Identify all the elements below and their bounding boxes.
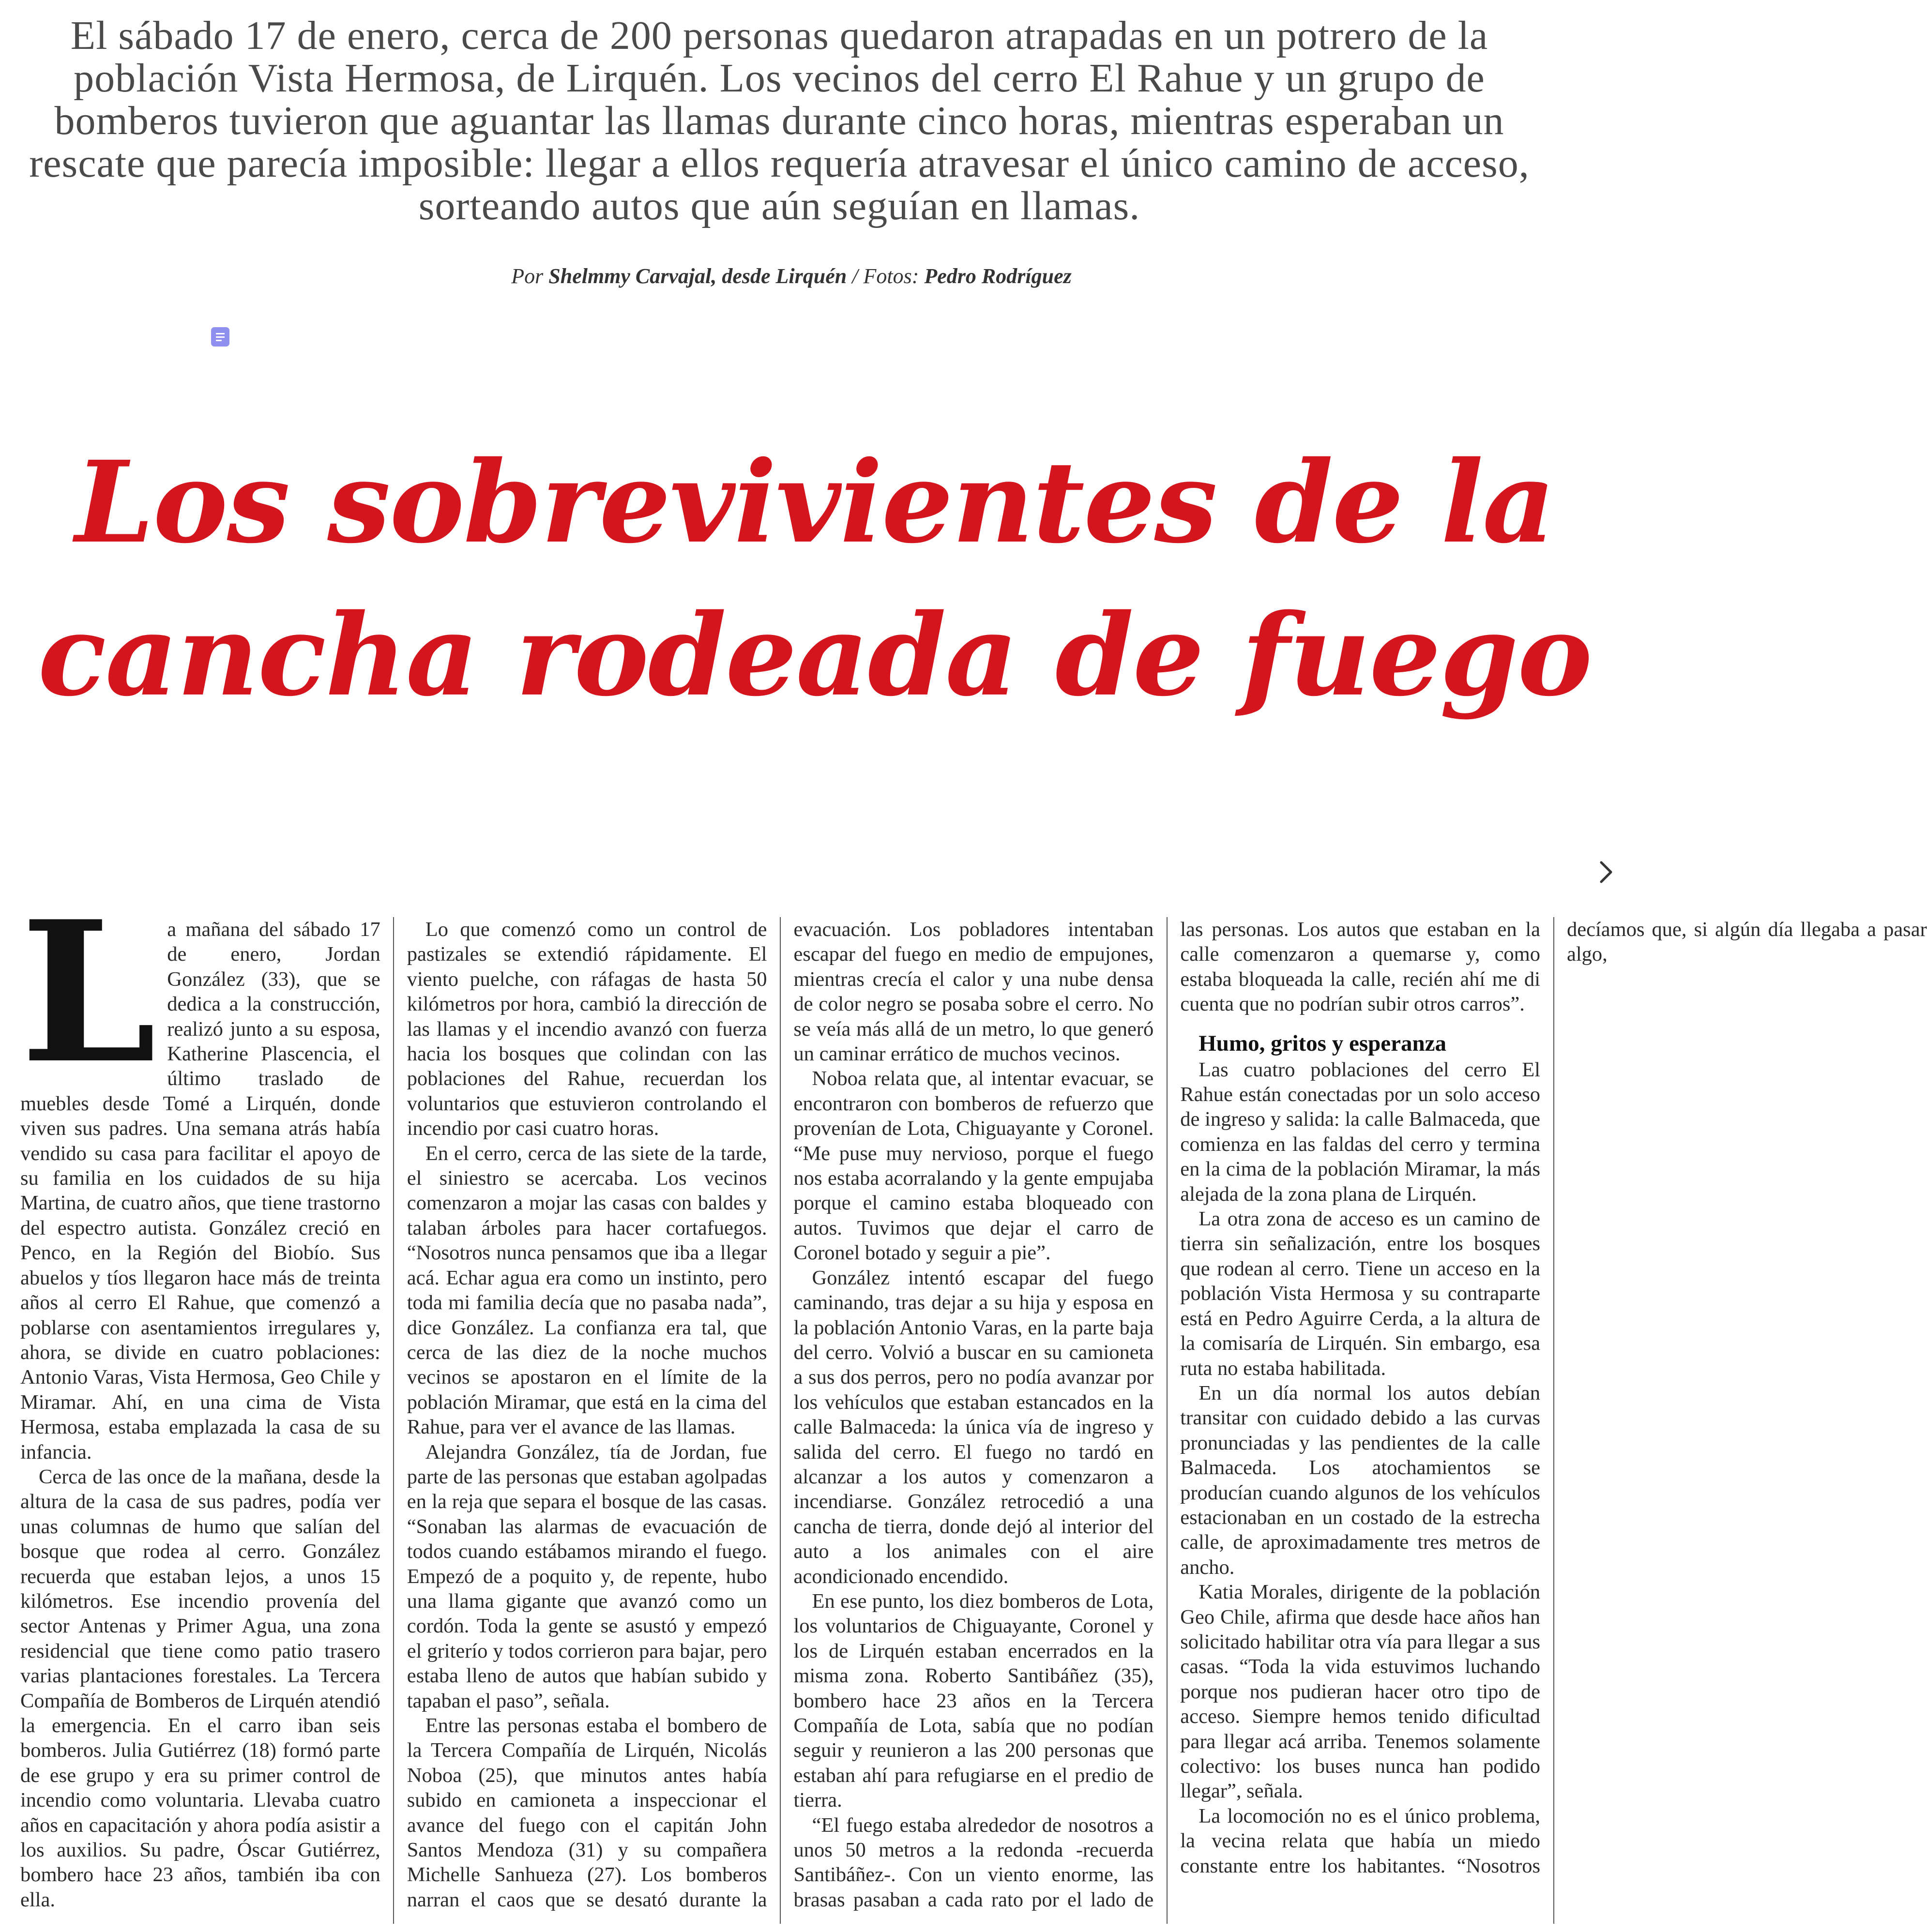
byline-photos-prefix: Fotos: bbox=[863, 264, 919, 288]
chevron-right-icon[interactable] bbox=[1595, 858, 1617, 887]
article-paragraph: Entre las personas estaba el bombero de la Tercera Compañía de Lirquén, Nicolás Noboa (25), que minutos antes había subido en camioneta a inspeccionar el avance del fuego con el capitán John Santos Mendoza (31) y su compañera Michelle Sanhueza (27). Los bomberos narran el caos que se desató durante la evacuación. Los pobladores intentaban escapar del fuego en medio de empujones, mientras crecía el calor y una nube densa de color negro se posaba sobre el cerro. No se veía más allá de un metro, lo que generó un caminar errático de muchos vecinos. bbox=[407, 918, 1154, 1911]
article-paragraph: González intentó escapar del fuego caminando, tras dejar a su hija y esposa en la población Antonio Varas, en la parte baja del cerro. Volvió a buscar en su camioneta a sus dos perros, pero no podía avanzar por los vehículos que estaban estancados en la calle Balmaceda: la única vía de ingreso y salida del cerro. El fuego no tardó en alcanzar a los autos y comenzaron a incendiarse. González retrocedió a una cancha de tierra, donde dejó al interior del auto a los animales con el aire acondicionado encendido. bbox=[793, 1266, 1154, 1588]
article-paragraph bbox=[20, 879, 380, 1464]
chevron-right-glyph bbox=[1595, 858, 1617, 887]
article-paragraph: En ese punto, los diez bomberos de Lota, los voluntarios de Chiguayante, Coronel y los de Lirquén estaban encerrados en la misma zona. Roberto Santibáñez (35), bombero hace 23 años en la Tercera Compañía de Lota, sabía que no podían seguir y reunieron a las 200 personas que estaban ahí para refugiarse en el predio de tierra. bbox=[793, 1589, 1154, 1812]
byline bbox=[0, 264, 1583, 288]
headline-line-2: cancha rodeada de fuego bbox=[38, 589, 1592, 721]
article-paragraph: Las cuatro poblaciones del cerro El Rahue están conectadas por un solo acceso de ingreso y salida: la calle Balmaceda, que comienza en las faldas del cerro y termina en la cima de la población Miramar, la más alejada de la zona plana de Lirquén. bbox=[1180, 1058, 1540, 1206]
article-paragraph: La locomoción no es el único problema, la vecina relata que había un miedo constante entre los habitantes. “Nosotros decíamos que, si algún día llegaba a pasar algo, bbox=[1180, 918, 1927, 1877]
byline-separator: / bbox=[847, 264, 864, 288]
byline-prefix: Por bbox=[511, 264, 544, 288]
article-paragraph: Cerca de las once de la mañana, desde la altura de la casa de sus padres, podía ver unas columnas de humo que salían del bosque que rodea al cerro. González recuerda que estaban lejos, a unos 15 kilómetros. Ese incendio provenía del sector Antenas y Primer Agua, una zona residencial que tiene como patio trasero varias plantaciones forestales. La Tercera Compañía de Bomberos de Lirquén atendió la emergencia. En el carro iban seis bomberos. Julia Gutiérrez (18) formó parte de ese grupo y era su primer control de incendio como voluntaria. Llevaba cuatro años en capacitación y ahora podía asistir a los auxilios. Su padre, Óscar Gutiérrez, bombero hace 23 años, también iba con ella. bbox=[20, 1465, 380, 1911]
article-paragraph: Lo que comenzó como un control de pastizales se extendió rápidamente. El viento puelche, con ráfagas de hasta 50 kilómetros por hora, cambió la dirección de las llamas y el incendio avanzó con fuerza hacia los bosques que colindan con las poblaciones del Rahue, recuerdan los voluntarios que estuvieron controlando el incendio por casi cuatro horas. bbox=[407, 918, 767, 1140]
byline-photographer: Pedro Rodríguez bbox=[924, 264, 1072, 288]
article-paragraph: Noboa relata que, al intentar evacuar, se encontraron con bomberos de refuerzo que provenían de Lota, Chiguayante y Coronel. “Me puse muy nervioso, porque el fuego nos estaba acorralando y la gente empujaba porque el camino estaba bloqueado con autos. Tuvimos que dejar el carro de Coronel botado y seguir a pie”. bbox=[793, 1067, 1154, 1265]
article-paragraph: En el cerro, cerca de las siete de la tarde, el siniestro se acercaba. Los vecinos comenzaron a mojar las casas con baldes y talaban árboles para hacer cortafuegos. “Nosotros nunca pensamos que iba a llegar acá. Echar agua era como un instinto, pero toda mi familia decía que no pasaba nada”, dice González. La confianza era tal, que cerca de las diez de la noche muchos vecinos se apostaron en el límite de la población Miramar, que está en la cima del Rahue, para ver el avance de las llamas. bbox=[407, 1142, 767, 1439]
note-icon-glyph bbox=[211, 327, 229, 347]
headline bbox=[0, 426, 1629, 732]
lead-paragraph: El sábado 17 de enero, cerca de 200 personas quedaron atrapadas en un potrero de la población Vista Hermosa, de Lirquén. Los vecinos del cerro El Rahue y un grupo de bomberos tuvieron que aguantar las llamas durante cinco horas, mientras esperaban un rescate que parecía imposible: llegar a ellos requería atravesar el único camino de acceso, sorteando autos que aún seguían en llamas. bbox=[29, 13, 1530, 228]
article-paragraph: Alejandra González, tía de Jordan, fue parte de las personas que estaban agolpadas en la reja que separa el bosque de las casas. “Sonaban las alarmas de evacuación de todos cuando estábamos mirando el fuego. Empezó de a poquito y, de repente, hubo una llama gigante que avanzó como un cordón. Toda la gente se asustó y empezó el griterío y todos corrieron para bajar, pero estaba lleno de autos que habían subido y tapaban el paso”, señala. bbox=[407, 1440, 767, 1712]
article-paragraph: Katia Morales, dirigente de la población Geo Chile, afirma que desde hace años han solicitado habilitar otra vía para llegar a sus casas. “Toda la vida estuvimos luchando porque nos pudieran hacer otro tipo de acceso. Siempre hemos tenido dificultad para llegar acá arriba. Tenemos solamente colectivo: los buses nunca han podido llegar”, señala. bbox=[1180, 1581, 1540, 1803]
note-icon[interactable] bbox=[211, 327, 229, 347]
article-paragraph: La otra zona de acceso es un camino de tierra sin señalización, entre los bosques que rodean al cerro. Tiene un acceso en la población Vista Hermosa y su contraparte está en Pedro Aguirre Cerda, a la altura de la comisaría de Lirquén. Sin embargo, esa ruta no estaba habilitada. bbox=[1180, 1208, 1540, 1380]
drop-cap: L bbox=[20, 879, 157, 1106]
headline-line-1: Los sobrevivientes de la bbox=[75, 436, 1555, 568]
article-paragraph: En un día normal los autos debían transitar con cuidado debido a las curvas pronunciadas y las pendientes de la calle Balmaceda. Los atochamientos se producían cuando algunos de los vehículos estacionaban en un costado de la estrecha calle, de aproximadamente tres metros de ancho. bbox=[1180, 1381, 1540, 1579]
byline-author: Shelmmy Carvajal, desde Lirquén bbox=[548, 264, 847, 288]
section-subhead: Humo, gritos y esperanza bbox=[1199, 1030, 1446, 1056]
article-body bbox=[20, 879, 1927, 1924]
article-paragraph-text: a mañana del sábado 17 de enero, Jordan González (33), que se dedica a la construcción, realizó junto a su esposa, Katherine Plascencia, el último traslado de muebles desde Tomé a Lirquén, donde viven sus padres. Una semana atrás había vendido su casa para facilitar el apoyo de su familia en los cuidados de su hija Martina, de cuatro años, que tiene trastorno del espectro autista. González creció en Penco, en la Región del Biobío. Sus abuelos y tíos llegaron hace más de treinta años al cerro El Rahue, que comenzó a poblarse con asentamientos irregulares y, ahora, se divide en cuatro poblaciones: Antonio Varas, Vista Hermosa, Geo Chile y Miramar. Ahí, en una cima de Vista Hermosa, estaba emplazada la casa de su infancia. bbox=[20, 918, 380, 1464]
article-paragraph: “El fuego estaba alrededor de nosotros a unos 50 metros a la redonda -recuerda Santibáñez-. Con un viento enorme, las brasas pasaban a cada rato por el lado de las personas. Los autos que estaban en la calle comenzaron a quemarse y, como estaba bloqueada la calle, recién ahí me di cuenta que no podrían subir otros carros”. bbox=[793, 918, 1540, 1911]
